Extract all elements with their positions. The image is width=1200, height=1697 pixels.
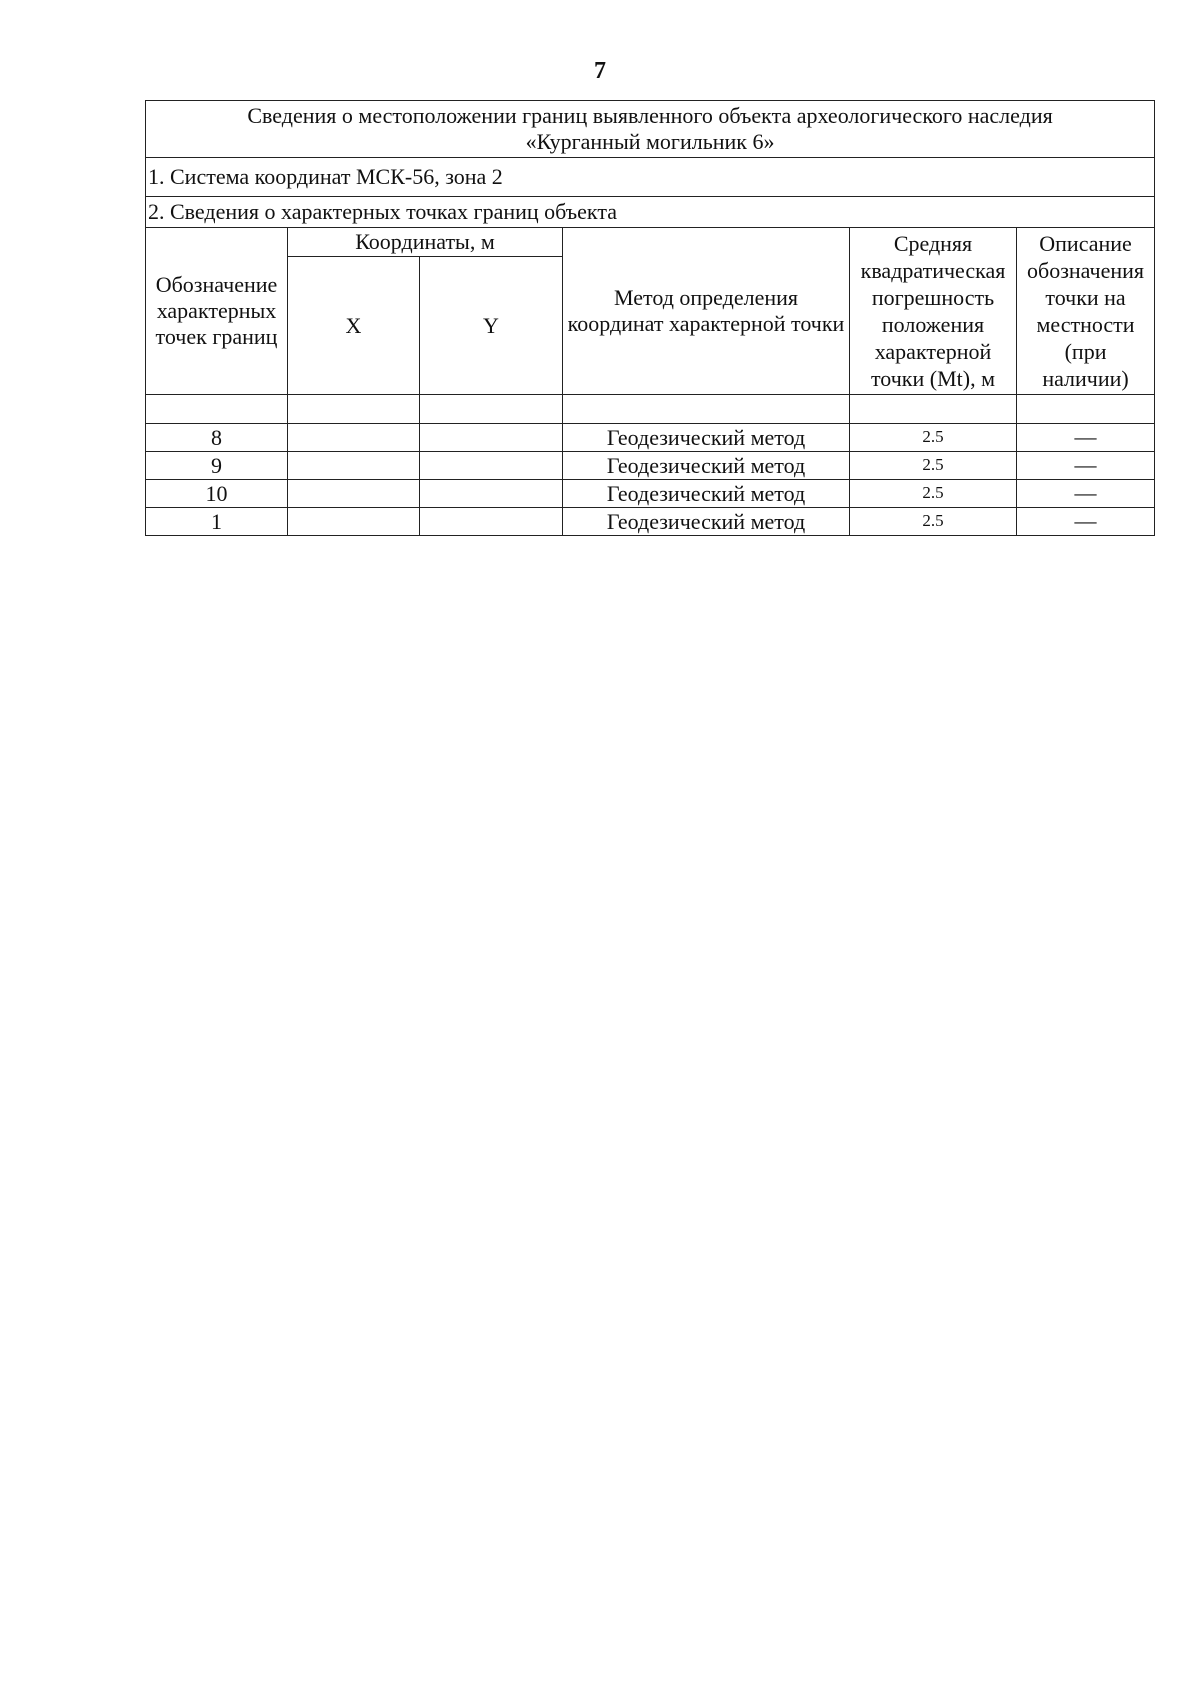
point-cell: 9 bbox=[146, 452, 288, 480]
x-cell bbox=[288, 508, 420, 536]
description-cell: — bbox=[1017, 480, 1155, 508]
page-number: 7 bbox=[594, 58, 606, 84]
blank-cell bbox=[288, 395, 420, 424]
header-coordinates: Координаты, м bbox=[288, 228, 563, 257]
header-description: Описание обозначения точки на местности (при наличии) bbox=[1017, 228, 1155, 395]
description-cell: — bbox=[1017, 424, 1155, 452]
coordinate-system-label: 1. Система координат МСК-56, зона 2 bbox=[146, 158, 1155, 197]
table-row bbox=[146, 424, 1155, 452]
point-cell: 1 bbox=[146, 508, 288, 536]
point-cell: 10 bbox=[146, 480, 288, 508]
table-title-row bbox=[146, 101, 1155, 158]
rms-cell: 2.5 bbox=[850, 424, 1017, 452]
y-cell bbox=[420, 480, 563, 508]
header-x: X bbox=[288, 257, 420, 395]
y-cell bbox=[420, 424, 563, 452]
table-title-line2: «Курганный могильник 6» bbox=[525, 129, 775, 154]
header-rms: Средняя квадратическая погрешность положения характерной точки (Mt), м bbox=[850, 228, 1017, 395]
table-row bbox=[146, 480, 1155, 508]
table-row bbox=[146, 452, 1155, 480]
rms-cell: 2.5 bbox=[850, 452, 1017, 480]
header-method: Метод определения координат характерной точки bbox=[563, 228, 850, 395]
table-row bbox=[146, 508, 1155, 536]
table-title bbox=[146, 101, 1155, 158]
section2-row bbox=[146, 197, 1155, 228]
blank-cell bbox=[420, 395, 563, 424]
header-point: Обозначение характерных точек границ bbox=[146, 228, 288, 395]
method-cell: Геодезический метод bbox=[563, 480, 850, 508]
rms-cell: 2.5 bbox=[850, 508, 1017, 536]
header-y: Y bbox=[420, 257, 563, 395]
method-cell: Геодезический метод bbox=[563, 508, 850, 536]
point-cell: 8 bbox=[146, 424, 288, 452]
blank-cell bbox=[563, 395, 850, 424]
blank-cell bbox=[146, 395, 288, 424]
table-title-line1: Сведения о местоположении границ выявленного объекта археологического наследия bbox=[247, 103, 1053, 128]
description-cell: — bbox=[1017, 452, 1155, 480]
points-section-label: 2. Сведения о характерных точках границ объекта bbox=[146, 197, 1155, 228]
method-cell: Геодезический метод bbox=[563, 452, 850, 480]
y-cell bbox=[420, 452, 563, 480]
blank-cell bbox=[1017, 395, 1155, 424]
blank-row bbox=[146, 395, 1155, 424]
method-cell: Геодезический метод bbox=[563, 424, 850, 452]
boundary-points-table bbox=[145, 100, 1155, 536]
header-row-1 bbox=[146, 228, 1155, 257]
y-cell bbox=[420, 508, 563, 536]
rms-cell: 2.5 bbox=[850, 480, 1017, 508]
x-cell bbox=[288, 452, 420, 480]
description-cell: — bbox=[1017, 508, 1155, 536]
section1-row bbox=[146, 158, 1155, 197]
x-cell bbox=[288, 424, 420, 452]
x-cell bbox=[288, 480, 420, 508]
blank-cell bbox=[850, 395, 1017, 424]
